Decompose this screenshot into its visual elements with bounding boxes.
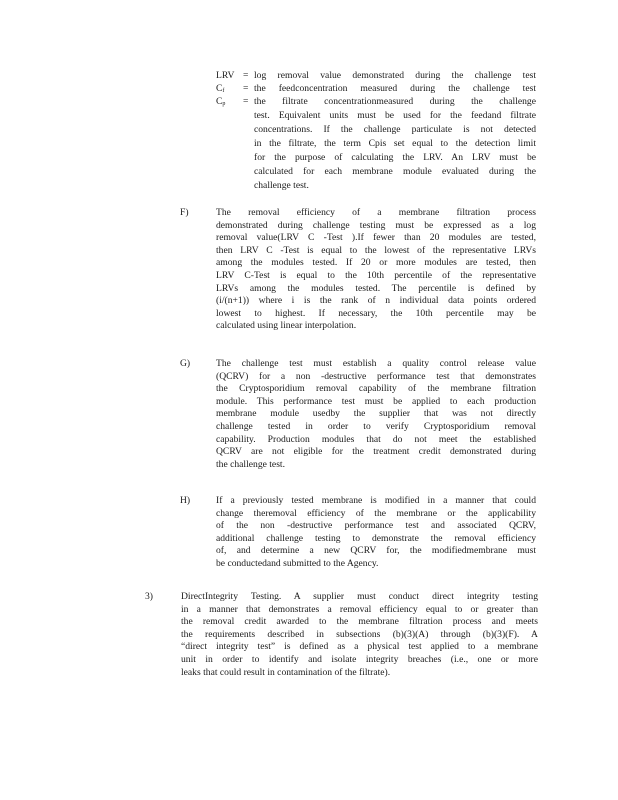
text-line: lowest to highest. If necessary, the 10th percentile may be bbox=[216, 307, 536, 319]
text-line: in a manner that demonstrates a removal efficiency equal to or greater than bbox=[181, 603, 538, 615]
text-line: LRV C-Test is equal to the 10th percentile of the representative bbox=[216, 269, 536, 281]
definition-text: challenge test. bbox=[254, 180, 309, 191]
paragraph-label: G) bbox=[180, 358, 191, 369]
text-line: QCRV are not eligible for the treatment credit demonstrated during bbox=[216, 446, 536, 458]
text-line: removal value(LRV C -Test ).If fewer than 20 modules are tested, bbox=[216, 232, 536, 244]
text-line: (QCRV) for a non -destructive performance test that demonstrates bbox=[216, 370, 536, 382]
text-line: demonstrated during challenge testing must be expressed as a log bbox=[216, 219, 536, 231]
paragraph-body bbox=[216, 358, 536, 471]
text-line: membrane module usedby the supplier that was not directly bbox=[216, 408, 536, 420]
text-line: the challenge test. bbox=[216, 458, 285, 470]
paragraph-body bbox=[216, 207, 536, 333]
text-line: then LRV C -Test is equal to the lowest of the representative LRVs bbox=[216, 244, 536, 256]
paragraph-body bbox=[216, 495, 536, 571]
definition-text: for the purpose of calculating the LRV. An LRV must be bbox=[254, 152, 536, 163]
paragraph-label: H) bbox=[180, 495, 191, 506]
text-line: The challenge test must establish a quality control release value bbox=[216, 358, 536, 369]
text-line: additional challenge testing to demonstrate the removal efficiency bbox=[216, 532, 536, 544]
paragraph-body bbox=[181, 591, 538, 679]
text-line: leaks that could result in contamination of the filtrate). bbox=[181, 666, 391, 678]
text-line: LRVs among the modules tested. The percentile is defined by bbox=[216, 282, 536, 294]
definition-text: concentrations. If the challenge particulate is not detected bbox=[254, 124, 536, 135]
definition-equals: = bbox=[243, 96, 249, 107]
text-line: change theremoval efficiency of the membrane or the applicability bbox=[216, 507, 536, 519]
text-line: DirectIntegrity Testing. A supplier must conduct direct integrity testing bbox=[181, 591, 538, 602]
text-line: capability. Production modules that do not meet the established bbox=[216, 433, 536, 445]
text-line: of, and determine a new QCRV for, the modifiedmembrane must bbox=[216, 545, 536, 557]
text-line: the Cryptosporidium removal capability of the membrane filtration bbox=[216, 383, 536, 395]
definition-term-lrv: LRV bbox=[216, 70, 235, 81]
paragraph-label: F) bbox=[180, 207, 189, 218]
text-line: If a previously tested membrane is modified in a manner that could bbox=[216, 495, 536, 506]
paragraph-label: 3) bbox=[145, 591, 153, 602]
text-line: the requirements described in subsections (b)(3)(A) through (b)(3)(F). A bbox=[181, 628, 538, 640]
text-line: (i/(n+1)) where i is the rank of n individual data points ordered bbox=[216, 295, 536, 307]
definition-term-cp: $C_p$ bbox=[216, 96, 226, 107]
text-line: of the non -destructive performance test and associated QCRV, bbox=[216, 520, 536, 532]
definition-equals: = bbox=[243, 70, 249, 81]
definition-text: the filtrate concentrationmeasured during the challenge bbox=[254, 96, 536, 107]
text-line: challenge tested in order to verify Cryptosporidium removal bbox=[216, 420, 536, 432]
text-line: module. This performance test must be applied to each production bbox=[216, 395, 536, 407]
definition-text: calculated for each membrane module evaluated during the bbox=[254, 166, 536, 177]
definition-text: the feedconcentration measured during the challenge test bbox=[254, 83, 536, 94]
definition-text: log removal value demonstrated during the challenge test bbox=[254, 70, 536, 81]
text-line: be conductedand submitted to the Agency. bbox=[216, 557, 379, 569]
text-line: unit in order to identify and isolate integrity breaches (i.e., one or more bbox=[181, 653, 538, 665]
definition-term-cf: $C_f$ bbox=[216, 83, 225, 94]
definition-text: in the filtrate, the term Cpis set equal to the detection limit bbox=[254, 138, 536, 149]
text-line: “direct integrity test” is defined as a physical test applied to a membrane bbox=[181, 641, 538, 653]
text-line: The removal efficiency of a membrane filtration process bbox=[216, 207, 536, 218]
text-line: calculated using linear interpolation. bbox=[216, 320, 357, 332]
text-line: among the modules tested. If 20 or more modules are tested, then bbox=[216, 257, 536, 269]
definition-text: test. Equivalent units must be used for the feedand filtrate bbox=[254, 110, 536, 121]
definition-equals: = bbox=[243, 83, 249, 94]
text-line: the removal credit awarded to the membrane filtration process and meets bbox=[181, 616, 538, 628]
